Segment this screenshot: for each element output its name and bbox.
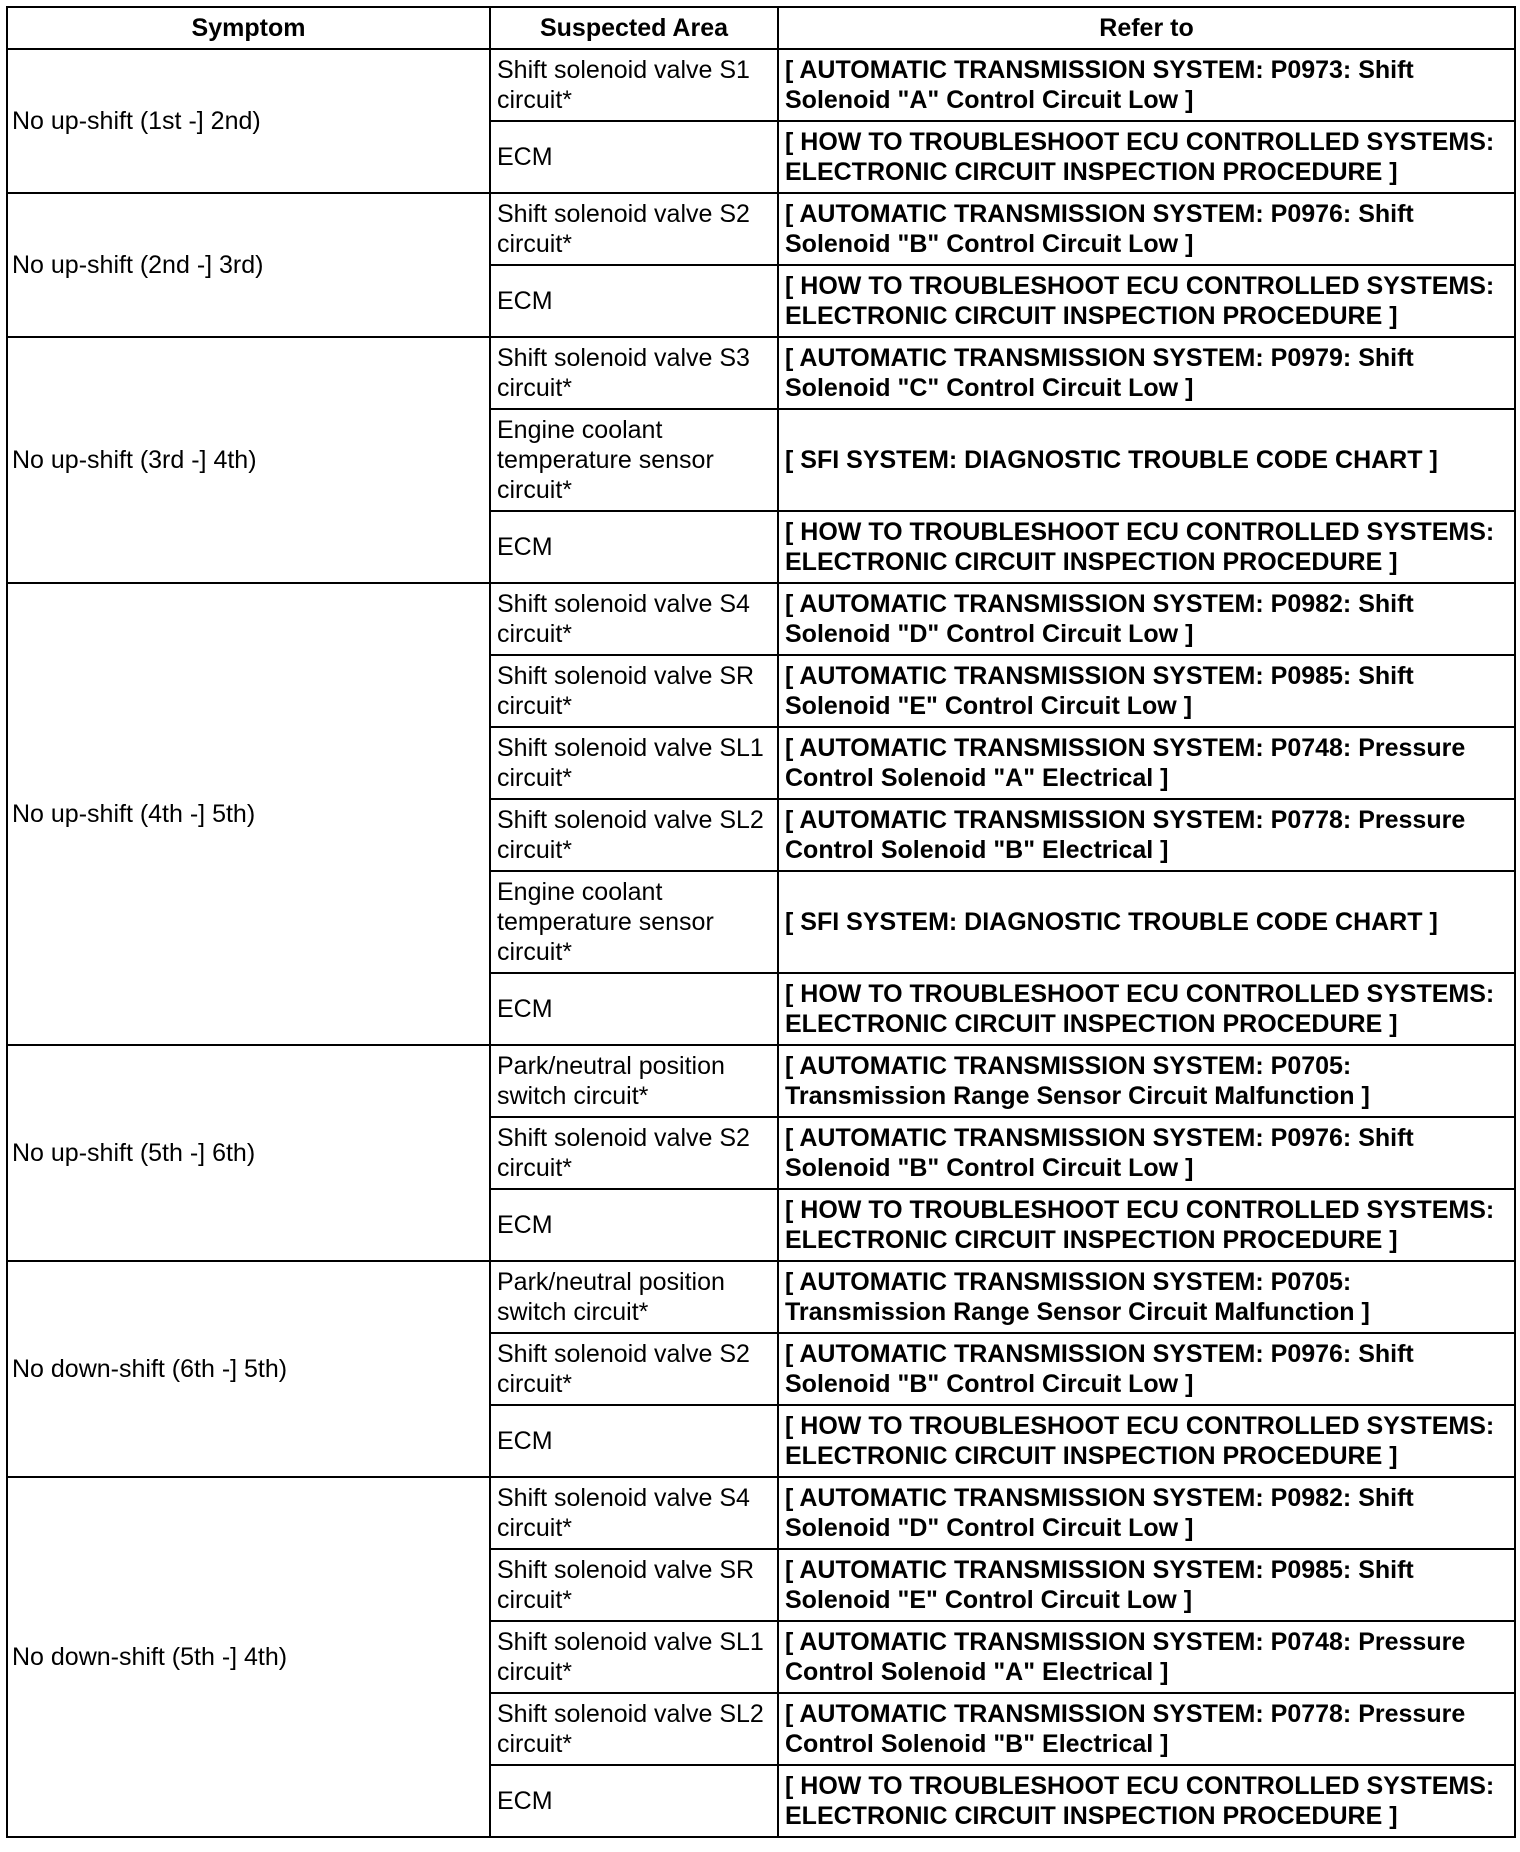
refer-to-link[interactable]: [ AUTOMATIC TRANSMISSION SYSTEM: P0982: Shift Solenoid "D" Control Circuit Low ] — [778, 1477, 1515, 1549]
table-row — [7, 193, 1515, 265]
suspected-area-cell: Shift solenoid valve S4 circuit* — [490, 1477, 778, 1549]
table-row — [7, 1045, 1515, 1117]
refer-to-link[interactable]: [ HOW TO TROUBLESHOOT ECU CONTROLLED SYSTEMS: ELECTRONIC CIRCUIT INSPECTION PROCEDURE ] — [778, 511, 1515, 583]
refer-to-link[interactable]: [ AUTOMATIC TRANSMISSION SYSTEM: P0976: Shift Solenoid "B" Control Circuit Low ] — [778, 1117, 1515, 1189]
table-body — [7, 49, 1515, 1837]
refer-to-link[interactable]: [ AUTOMATIC TRANSMISSION SYSTEM: P0705: Transmission Range Sensor Circuit Malfunction ] — [778, 1045, 1515, 1117]
refer-to-link[interactable]: [ SFI SYSTEM: DIAGNOSTIC TROUBLE CODE CHART ] — [778, 871, 1515, 973]
refer-to-link[interactable]: [ AUTOMATIC TRANSMISSION SYSTEM: P0748: Pressure Control Solenoid "A" Electrical ] — [778, 727, 1515, 799]
refer-to-link[interactable]: [ AUTOMATIC TRANSMISSION SYSTEM: P0982: Shift Solenoid "D" Control Circuit Low ] — [778, 583, 1515, 655]
suspected-area-cell: Park/neutral position switch circuit* — [490, 1261, 778, 1333]
refer-to-link[interactable]: [ AUTOMATIC TRANSMISSION SYSTEM: P0985: Shift Solenoid "E" Control Circuit Low ] — [778, 655, 1515, 727]
suspected-area-cell: ECM — [490, 511, 778, 583]
refer-to-link[interactable]: [ AUTOMATIC TRANSMISSION SYSTEM: P0985: Shift Solenoid "E" Control Circuit Low ] — [778, 1549, 1515, 1621]
refer-to-link[interactable]: [ AUTOMATIC TRANSMISSION SYSTEM: P0778: Pressure Control Solenoid "B" Electrical ] — [778, 799, 1515, 871]
table-row — [7, 49, 1515, 121]
refer-to-link[interactable]: [ AUTOMATIC TRANSMISSION SYSTEM: P0976: Shift Solenoid "B" Control Circuit Low ] — [778, 193, 1515, 265]
header-refer-to: Refer to — [778, 7, 1515, 49]
symptom-cell: No down-shift (6th -] 5th) — [7, 1261, 490, 1477]
symptom-cell: No up-shift (1st -] 2nd) — [7, 49, 490, 193]
suspected-area-cell: ECM — [490, 1765, 778, 1837]
symptom-cell: No up-shift (2nd -] 3rd) — [7, 193, 490, 337]
suspected-area-cell: ECM — [490, 121, 778, 193]
suspected-area-cell: ECM — [490, 265, 778, 337]
table-row — [7, 583, 1515, 655]
suspected-area-cell: Shift solenoid valve S2 circuit* — [490, 1333, 778, 1405]
suspected-area-cell: Park/neutral position switch circuit* — [490, 1045, 778, 1117]
refer-to-link[interactable]: [ HOW TO TROUBLESHOOT ECU CONTROLLED SYSTEMS: ELECTRONIC CIRCUIT INSPECTION PROCEDURE ] — [778, 1189, 1515, 1261]
symptom-cell: No up-shift (5th -] 6th) — [7, 1045, 490, 1261]
table-row — [7, 337, 1515, 409]
suspected-area-cell: ECM — [490, 973, 778, 1045]
refer-to-link[interactable]: [ AUTOMATIC TRANSMISSION SYSTEM: P0979: Shift Solenoid "C" Control Circuit Low ] — [778, 337, 1515, 409]
refer-to-link[interactable]: [ AUTOMATIC TRANSMISSION SYSTEM: P0705: Transmission Range Sensor Circuit Malfunction ] — [778, 1261, 1515, 1333]
suspected-area-cell: ECM — [490, 1189, 778, 1261]
refer-to-link[interactable]: [ HOW TO TROUBLESHOOT ECU CONTROLLED SYSTEMS: ELECTRONIC CIRCUIT INSPECTION PROCEDURE ] — [778, 1765, 1515, 1837]
symptom-cell: No up-shift (3rd -] 4th) — [7, 337, 490, 583]
table-row — [7, 1477, 1515, 1549]
symptom-cell: No down-shift (5th -] 4th) — [7, 1477, 490, 1837]
suspected-area-cell: Shift solenoid valve SL2 circuit* — [490, 799, 778, 871]
header-symptom: Symptom — [7, 7, 490, 49]
suspected-area-cell: Shift solenoid valve SL1 circuit* — [490, 727, 778, 799]
refer-to-link[interactable]: [ HOW TO TROUBLESHOOT ECU CONTROLLED SYSTEMS: ELECTRONIC CIRCUIT INSPECTION PROCEDURE ] — [778, 1405, 1515, 1477]
refer-to-link[interactable]: [ AUTOMATIC TRANSMISSION SYSTEM: P0973: Shift Solenoid "A" Control Circuit Low ] — [778, 49, 1515, 121]
suspected-area-cell: Shift solenoid valve S4 circuit* — [490, 583, 778, 655]
refer-to-link[interactable]: [ HOW TO TROUBLESHOOT ECU CONTROLLED SYSTEMS: ELECTRONIC CIRCUIT INSPECTION PROCEDURE ] — [778, 973, 1515, 1045]
suspected-area-cell: Shift solenoid valve S2 circuit* — [490, 193, 778, 265]
refer-to-link[interactable]: [ SFI SYSTEM: DIAGNOSTIC TROUBLE CODE CHART ] — [778, 409, 1515, 511]
suspected-area-cell: Shift solenoid valve SR circuit* — [490, 1549, 778, 1621]
refer-to-link[interactable]: [ AUTOMATIC TRANSMISSION SYSTEM: P0748: Pressure Control Solenoid "A" Electrical ] — [778, 1621, 1515, 1693]
header-row — [7, 7, 1515, 49]
suspected-area-cell: Shift solenoid valve SL2 circuit* — [490, 1693, 778, 1765]
symptom-cell: No up-shift (4th -] 5th) — [7, 583, 490, 1045]
suspected-area-cell: Shift solenoid valve SR circuit* — [490, 655, 778, 727]
troubleshooting-table-container — [6, 6, 1514, 1838]
symptom-table — [6, 6, 1516, 1838]
suspected-area-cell: Shift solenoid valve S2 circuit* — [490, 1117, 778, 1189]
refer-to-link[interactable]: [ HOW TO TROUBLESHOOT ECU CONTROLLED SYSTEMS: ELECTRONIC CIRCUIT INSPECTION PROCEDURE ] — [778, 121, 1515, 193]
refer-to-link[interactable]: [ AUTOMATIC TRANSMISSION SYSTEM: P0778: Pressure Control Solenoid "B" Electrical ] — [778, 1693, 1515, 1765]
suspected-area-cell: Shift solenoid valve S1 circuit* — [490, 49, 778, 121]
header-suspected-area: Suspected Area — [490, 7, 778, 49]
table-row — [7, 1261, 1515, 1333]
suspected-area-cell: Engine coolant temperature sensor circuit* — [490, 871, 778, 973]
refer-to-link[interactable]: [ HOW TO TROUBLESHOOT ECU CONTROLLED SYSTEMS: ELECTRONIC CIRCUIT INSPECTION PROCEDURE ] — [778, 265, 1515, 337]
suspected-area-cell: Engine coolant temperature sensor circuit* — [490, 409, 778, 511]
suspected-area-cell: ECM — [490, 1405, 778, 1477]
suspected-area-cell: Shift solenoid valve S3 circuit* — [490, 337, 778, 409]
refer-to-link[interactable]: [ AUTOMATIC TRANSMISSION SYSTEM: P0976: Shift Solenoid "B" Control Circuit Low ] — [778, 1333, 1515, 1405]
suspected-area-cell: Shift solenoid valve SL1 circuit* — [490, 1621, 778, 1693]
